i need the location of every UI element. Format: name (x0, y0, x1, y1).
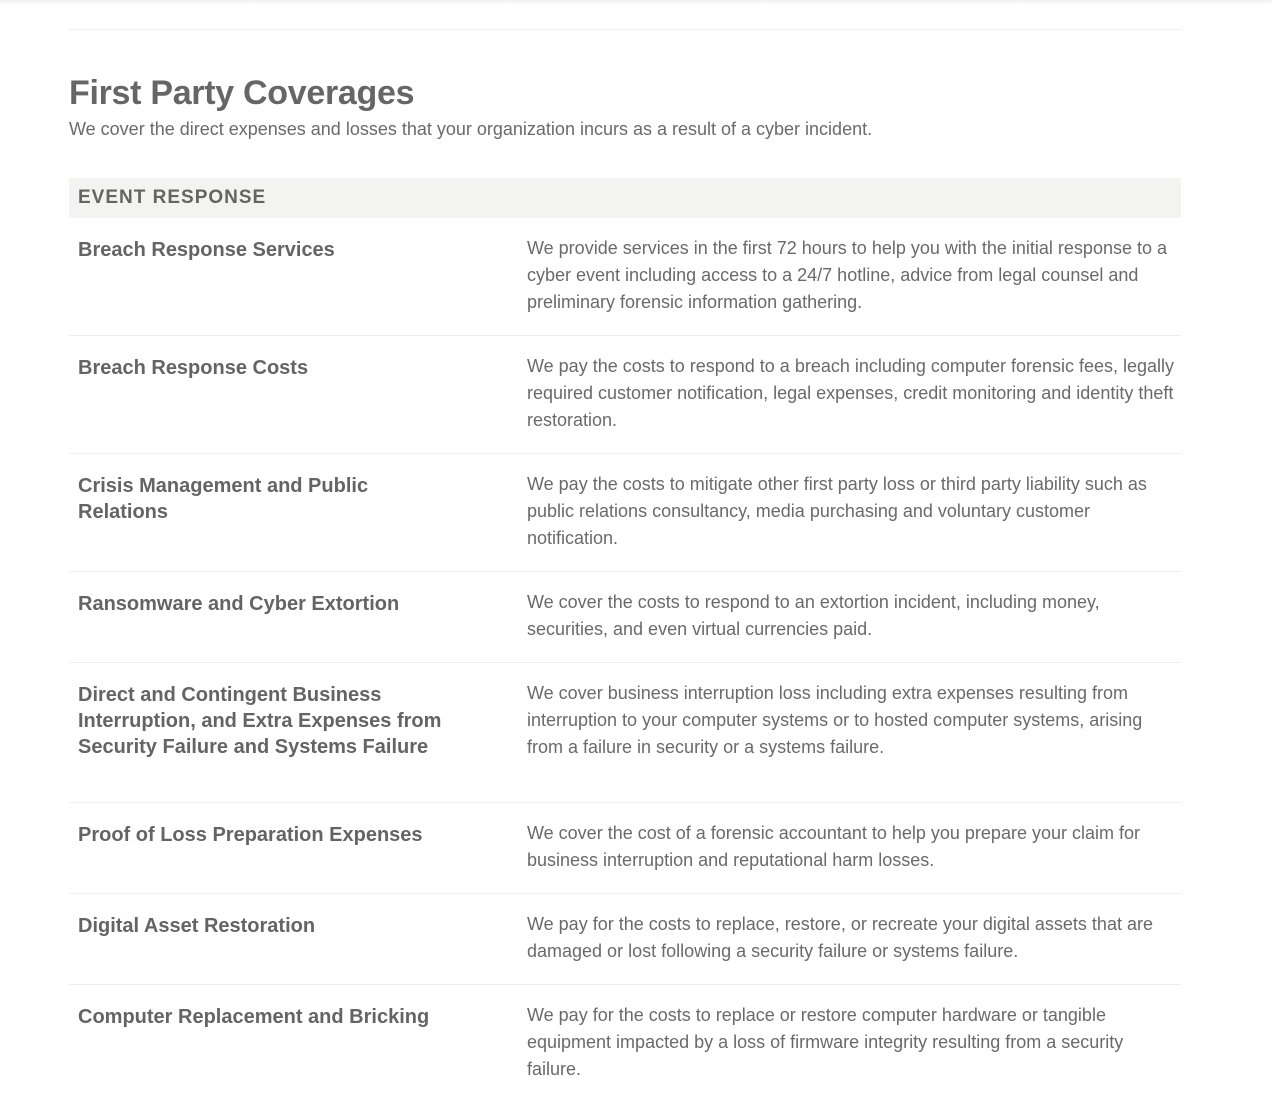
top-shadow (0, 0, 1272, 6)
coverage-description: We pay for the costs to replace or restore computer hardware or tangible equipment impacted by a loss of firmware integrity resulting from a security failure. (527, 1005, 1124, 1079)
coverage-description: We provide services in the first 72 hours to help you with the initial response to a cyber event including access to a 24/7 hotline, advice from legal counsel and preliminary forensic information gathering. (527, 238, 1168, 312)
coverage-section (69, 71, 1181, 1095)
coverage-description: We pay the costs to respond to a breach including computer forensic fees, legally required customer notification, legal expenses, credit monitoring and identity theft restoration. (527, 356, 1175, 430)
coverage-row (69, 894, 1181, 985)
coverage-row (69, 336, 1181, 454)
coverage-description: We pay for the costs to replace, restore, or recreate your digital assets that are damaged or lost following a security failure or systems failure. (527, 914, 1153, 961)
coverage-row (69, 663, 1181, 803)
coverage-title: Breach Response Costs (78, 357, 309, 379)
coverage-row (69, 454, 1181, 572)
coverage-title: Digital Asset Restoration (78, 915, 316, 937)
page-subtitle: We cover the direct expenses and losses that your organization incurs as a result of a cyber incident. (69, 119, 873, 139)
page-title: First Party Coverages (69, 74, 415, 112)
coverage-title: Breach Response Services (78, 239, 335, 261)
coverage-title: Proof of Loss Preparation Expenses (78, 824, 423, 846)
coverage-row (69, 985, 1181, 1095)
coverage-description: We pay the costs to mitigate other first party loss or third party liability such as public relations consultancy, media purchasing and voluntary customer notification. (527, 474, 1147, 548)
coverage-title: Ransomware and Cyber Extortion (78, 593, 400, 615)
coverage-row (69, 572, 1181, 663)
coverage-description: We cover business interruption loss including extra expenses resulting from interruption to your computer systems or to hosted computer systems, arising from a failure in security or a systems failure. (527, 683, 1143, 757)
coverage-row (69, 803, 1181, 894)
coverage-title: Crisis Management and Public Relations (78, 475, 369, 523)
coverage-row (69, 218, 1181, 336)
coverage-description: We cover the cost of a forensic accountant to help you prepare your claim for business interruption and reputational harm losses. (527, 823, 1140, 870)
coverage-title: Computer Replacement and Bricking (78, 1006, 430, 1028)
coverage-title: Direct and Contingent Business Interruption, and Extra Expenses from Security Failure and Systems Failure (78, 684, 442, 758)
coverage-description: We cover the costs to respond to an extortion incident, including money, securities, and even virtual currencies paid. (527, 592, 1100, 639)
top-divider (69, 29, 1181, 30)
group-header: EVENT RESPONSE (69, 178, 1181, 218)
